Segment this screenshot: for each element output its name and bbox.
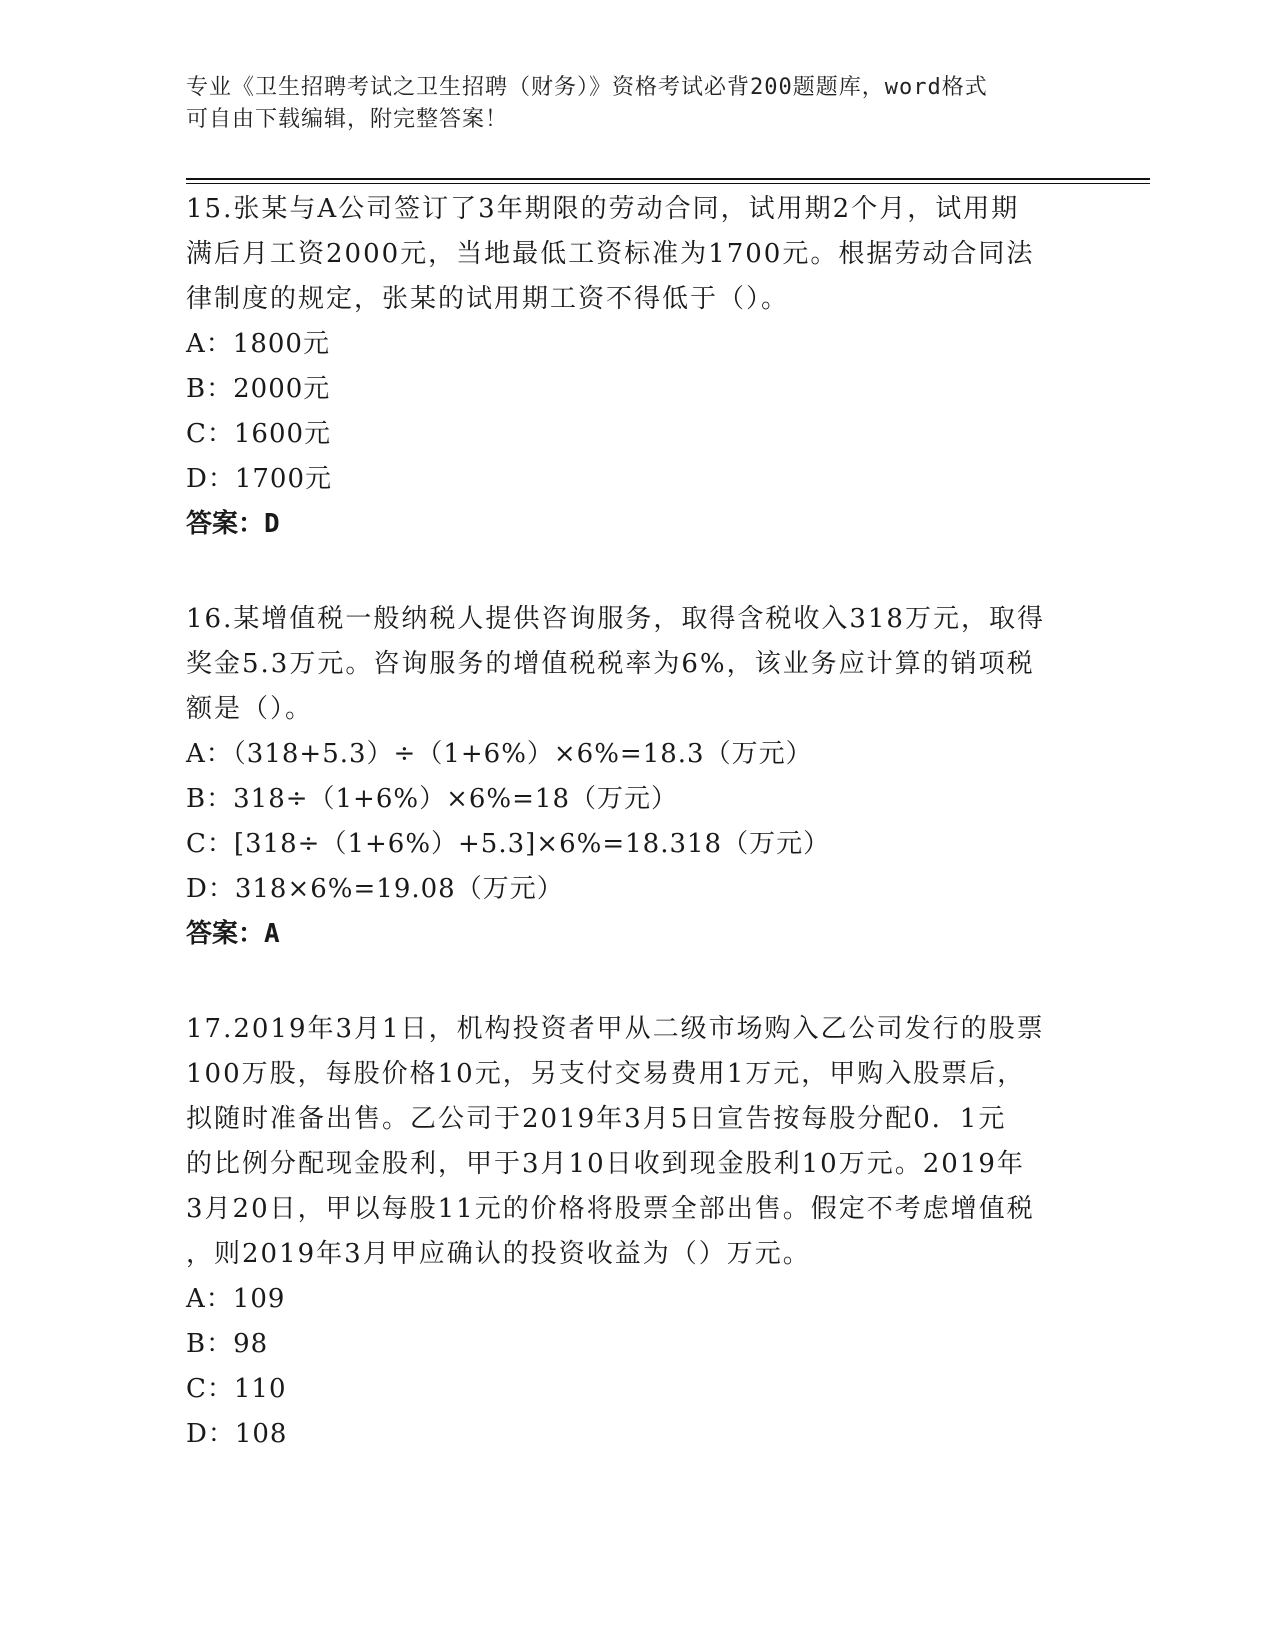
header-divider-thick [186,178,1150,180]
stem-line: 16.某增值税一般纳税人提供咨询服务，取得含税收入318万元，取得 [186,604,1045,634]
option-c: C：1600元 [186,419,332,449]
stem-line: 律制度的规定，张某的试用期工资不得低于（）。 [186,284,790,314]
question-stem [186,597,1106,732]
question-15 [186,187,1106,547]
option-d: D：318×6%=19.08（万元） [186,874,564,904]
option-a: A：109 [186,1284,286,1314]
answer: 答案：A [186,919,280,949]
option-b: B：318÷（1+6%）×6%=18（万元） [186,784,678,814]
stem-line: 额是（）。 [186,694,314,724]
option-b: B：98 [186,1329,269,1359]
option-c: C：[318÷（1+6%）+5.3]×6%=18.318（万元） [186,829,831,859]
stem-line: 奖金5.3万元。咨询服务的增值税税率为6%，该业务应计算的销项税 [186,649,1035,679]
header-title-line-2: 可自由下载编辑，附完整答案！ [186,107,509,132]
stem-line: 15.张某与A公司签订了3年期限的劳动合同，试用期2个月，试用期 [186,194,1020,224]
header-title-line-1: 专业《卫生招聘考试之卫生招聘（财务）》资格考试必背200题题库，word格式 [186,75,988,100]
document-header [186,72,1066,136]
option-d: D：1700元 [186,464,333,494]
option-a: A：（318+5.3）÷（1+6%）×6%=18.3（万元） [186,739,813,769]
stem-line: 3月20日，甲以每股11元的价格将股票全部出售。假定不考虑增值税 [186,1194,1035,1224]
question-stem [186,187,1106,322]
stem-line: 的比例分配现金股利，甲于3月10日收到现金股利10万元。2019年 [186,1149,1025,1179]
stem-line: 满后月工资2000元，当地最低工资标准为1700元。根据劳动合同法 [186,239,1035,269]
question-17 [186,1007,1106,1457]
option-b: B：2000元 [186,374,331,404]
stem-line: ，则2019年3月甲应确认的投资收益为（）万元。 [186,1239,811,1269]
option-c: C：110 [186,1374,287,1404]
header-divider-thin [186,183,1150,184]
stem-line: 拟随时准备出售。乙公司于2019年3月5日宣告按每股分配0．1元 [186,1104,1007,1134]
option-a: A：1800元 [186,329,330,359]
question-stem [186,1007,1106,1277]
stem-line: 17.2019年3月1日，机构投资者甲从二级市场购入乙公司发行的股票 [186,1014,1045,1044]
question-16 [186,597,1106,957]
option-d: D：108 [186,1419,288,1449]
answer: 答案：D [186,509,280,539]
stem-line: 100万股，每股价格10元，另支付交易费用1万元，甲购入股票后， [186,1059,1026,1089]
